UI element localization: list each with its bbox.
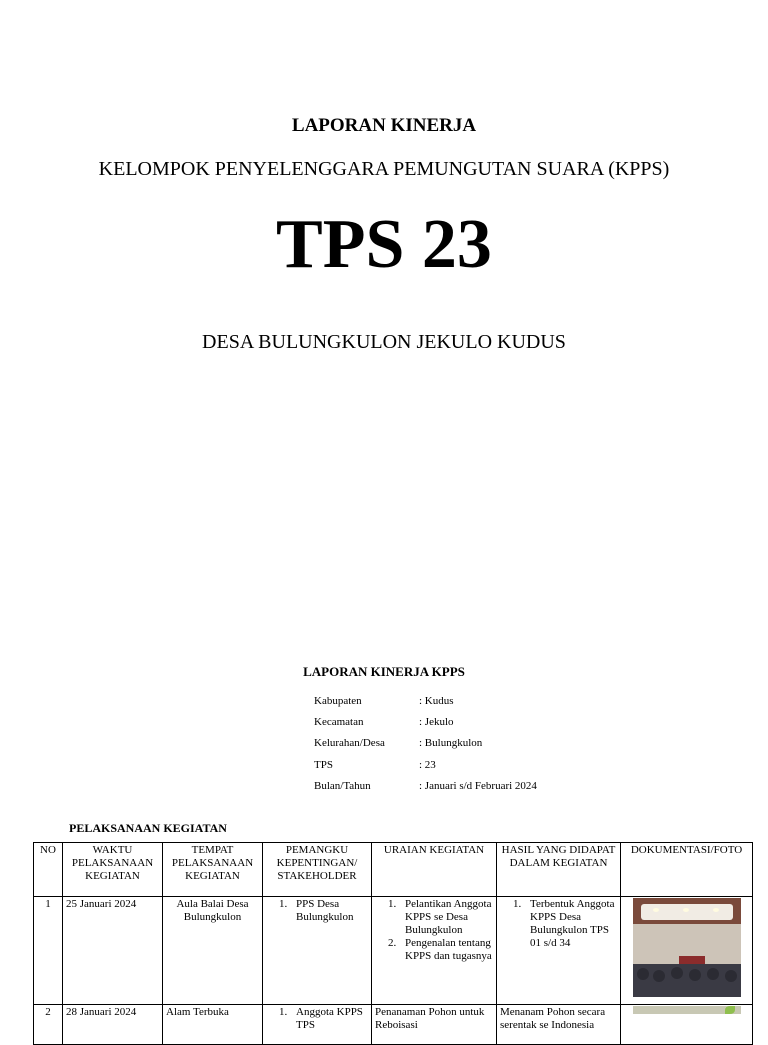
cell-no: 1 <box>34 897 63 1005</box>
info-value: : Januari s/d Februari 2024 <box>419 780 537 792</box>
cell-waktu: 25 Januari 2024 <box>63 897 163 1005</box>
cell-waktu: 28 Januari 2024 <box>63 1005 163 1045</box>
info-row-bulan-tahun <box>314 778 537 794</box>
info-label: Kelurahan/Desa <box>314 737 385 749</box>
info-label: Bulan/Tahun <box>314 780 371 792</box>
info-label: Kabupaten <box>314 695 362 707</box>
list-item: 1. Anggota KPPS TPS <box>290 1006 368 1032</box>
info-row-kelurahan <box>314 735 482 751</box>
cell-stakeholder <box>263 1005 372 1045</box>
list-item: 1. Pelantikan Anggota KPPS se Desa Bulungkulon <box>399 898 493 937</box>
cover-location: DESA BULUNGKULON JEKULO KUDUS <box>202 331 566 353</box>
table-header-row <box>34 843 753 897</box>
info-row-kabupaten <box>314 693 454 709</box>
header-stakeholder: PEMANGKU KEPENTINGAN/ STAKEHOLDER <box>263 843 372 897</box>
list-item: 1. Terbentuk Anggota KPPS Desa Bulungkulon TPS 01 s/d 34 <box>524 898 617 950</box>
cell-stakeholder <box>263 897 372 1005</box>
info-row-kecamatan <box>314 714 454 730</box>
cell-no: 2 <box>34 1005 63 1045</box>
info-value: : Bulungkulon <box>419 737 483 749</box>
cell-uraian <box>372 897 497 1005</box>
cell-foto <box>621 1005 753 1045</box>
list-item: 1. PPS Desa Bulungkulon <box>290 898 368 924</box>
cell-hasil <box>497 897 621 1005</box>
info-value: : Jekulo <box>419 716 454 728</box>
report-title: LAPORAN KINERJA KPPS <box>303 664 465 679</box>
header-tempat: TEMPAT PELAKSANAAN KEGIATAN <box>163 843 263 897</box>
list-item: 2. Pengenalan tentang KPPS dan tugasnya <box>399 937 493 963</box>
header-hasil: HASIL YANG DIDAPAT DALAM KEGIATAN <box>497 843 621 897</box>
cell-tempat: Alam Terbuka <box>163 1005 263 1045</box>
meeting-hall-photo <box>633 898 741 997</box>
cell-hasil: Menanam Pohon secara serentak se Indonesia <box>497 1005 621 1045</box>
cell-tempat: Aula Balai Desa Bulungkulon <box>163 897 263 1005</box>
table-row <box>34 897 753 1005</box>
header-dokumentasi: DOKUMENTASI/FOTO <box>621 843 753 897</box>
cover-subtitle: KELOMPOK PENYELENGGARA PEMUNGUTAN SUARA (KPPS) <box>98 158 670 180</box>
table-row <box>34 1005 753 1045</box>
info-value: : Kudus <box>419 695 454 707</box>
activities-table <box>33 842 753 1045</box>
info-label: Kecamatan <box>314 716 364 728</box>
cell-uraian: Penanaman Pohon untuk Reboisasi <box>372 1005 497 1045</box>
header-uraian: URAIAN KEGIATAN <box>372 843 497 897</box>
header-no: NO <box>34 843 63 897</box>
cover-tps-number: TPS 23 <box>276 206 492 283</box>
info-row-tps <box>314 757 436 773</box>
cover-title: LAPORAN KINERJA <box>291 115 477 136</box>
info-value: : 23 <box>419 759 436 771</box>
header-waktu: WAKTU PELAKSANAAN KEGIATAN <box>63 843 163 897</box>
cell-foto <box>621 897 753 1005</box>
section-title: PELAKSANAAN KEGIATAN <box>69 821 227 835</box>
info-label: TPS <box>314 759 333 771</box>
tree-planting-photo <box>633 1006 741 1014</box>
